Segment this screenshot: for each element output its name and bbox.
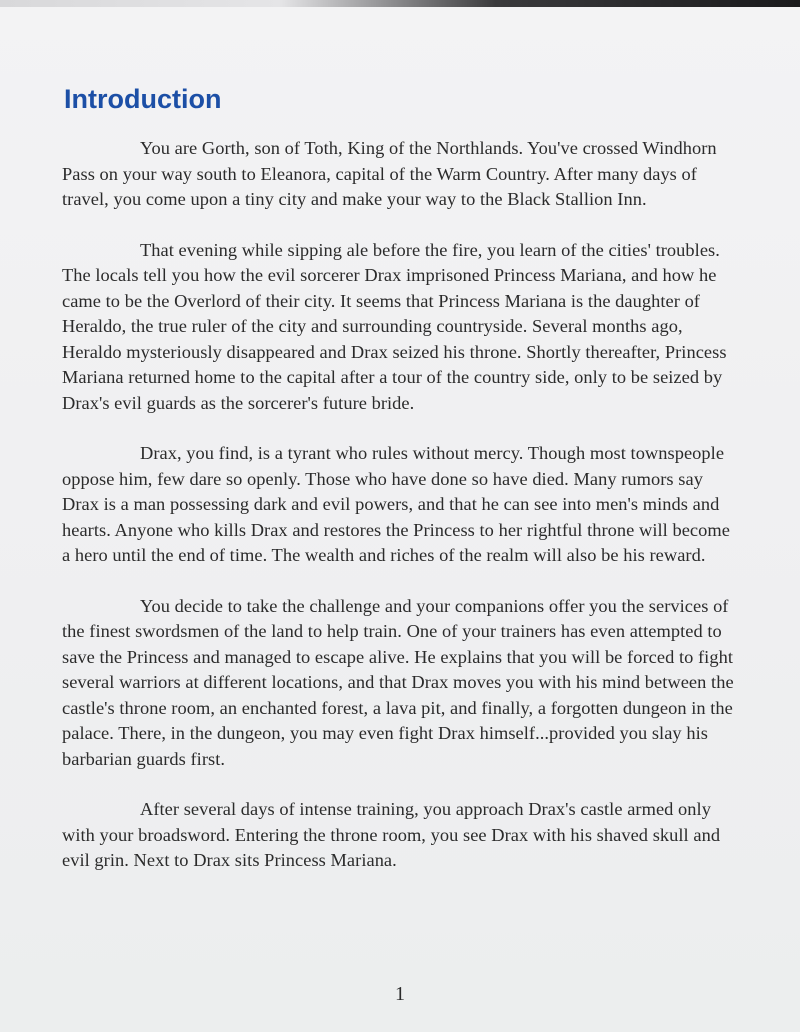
- page-title: Introduction: [64, 84, 222, 114]
- page-content: [62, 84, 742, 899]
- paragraph-1: You are Gorth, son of Toth, King of the Northlands. You've crossed Windhorn Pass on your way south to Eleanora, capital of the Warm Country. After many days of travel, you come upon a tiny city and make your way to the Black Stallion Inn.: [62, 138, 717, 209]
- paragraph-4: You decide to take the challenge and your companions offer you the services of the finest swordsmen of the land to help train. One of your trainers has even attempted to save the Princess and managed to escape alive. He explains that you will be forced to fight several warriors at different locations, and that Drax moves you with his mind between the castle's throne room, an enchanted forest, a lava pit, and finally, a forgotten dungeon in the palace. There, in the dungeon, you may even fight Drax himself...provided you slay his barbarian guards first.: [62, 595, 734, 769]
- paragraph-2: That evening while sipping ale before the fire, you learn of the cities' troubles. The locals tell you how the evil sorcerer Drax imprisoned Princess Mariana, and how he came to be the Overlord of their city. It seems that Princess Mariana is the daughter of Heraldo, the true ruler of the city and surrounding countryside. Several months ago, Heraldo mysteriously disappeared and Drax seized his throne. Shortly thereafter, Princess Mariana returned home to the capital after a tour of the country side, only to be seized by Drax's evil guards as the sorcerer's future bride.: [62, 239, 727, 413]
- paragraph-5: After several days of intense training, you approach Drax's castle armed only with your broadsword. Entering the throne room, you see Drax with his shaved skull and evil grin. Next to Drax sits Princess Mariana.: [62, 799, 721, 870]
- paragraph-3: Drax, you find, is a tyrant who rules without mercy. Though most townspeople oppose him, few dare so openly. Those who have done so have died. Many rumors say Drax is a man possessing dark and evil powers, and that he can see into men's minds and hearts. Anyone who kills Drax and restores the Princess to her rightful throne will become a hero until the end of time. The wealth and riches of the realm will also be his reward.: [62, 443, 730, 565]
- scan-top-edge: [0, 0, 800, 7]
- page-number: 1: [395, 983, 405, 1005]
